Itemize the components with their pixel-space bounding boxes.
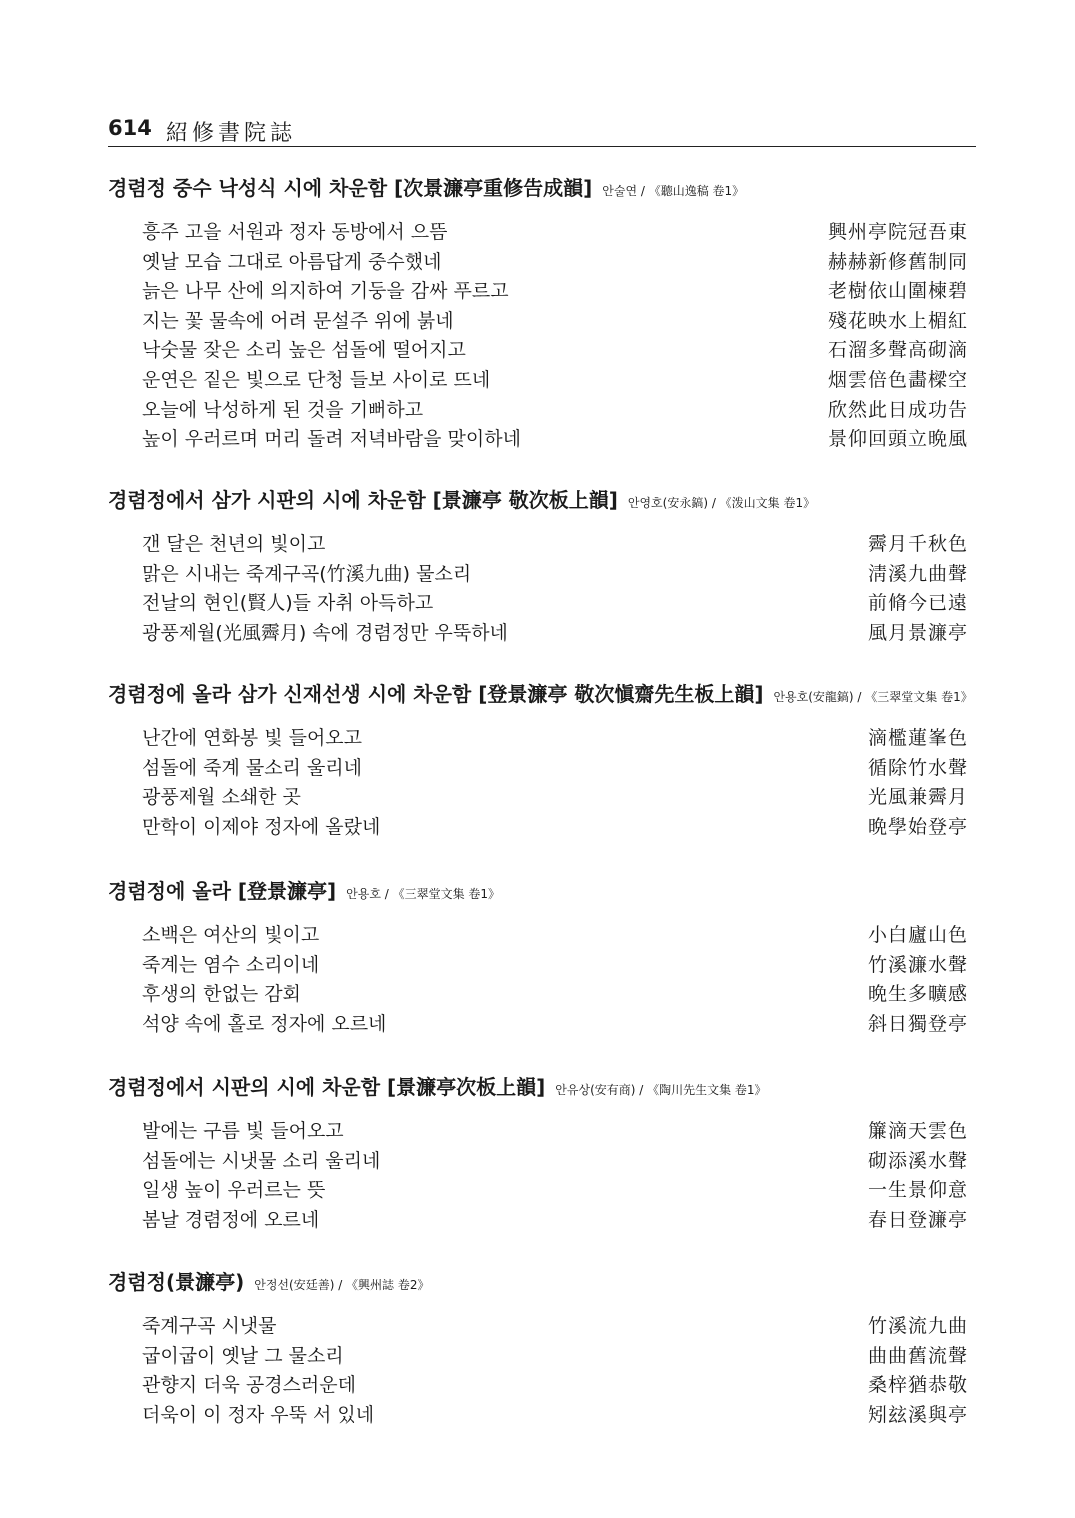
hanja-original: 矧玆溪與亭 <box>867 1403 968 1426</box>
hanja-original: 桑梓猶恭敬 <box>867 1374 968 1397</box>
poem-source: 안유상(安有商) / 《陶川先生文集 卷1》 <box>555 1083 767 1097</box>
korean-translation: 맑은 시내는 죽계구곡(竹溪九曲) 물소리 <box>142 562 472 585</box>
poem-title: 경렴정에 올라 [登景濂亭] <box>108 879 337 903</box>
poem-line <box>108 1312 976 1342</box>
hanja-original: 興州亭院冠吾東 <box>827 221 968 243</box>
book-title: 紹修書院誌 <box>166 121 297 146</box>
korean-translation: 갠 달은 천년의 빛이고 <box>142 533 326 555</box>
korean-translation: 옛날 모습 그대로 아름답게 중수했네 <box>142 250 442 273</box>
hanja-original: 殘花映水上楣紅 <box>827 309 968 332</box>
korean-translation: 오늘에 낙성하게 된 것을 기뻐하고 <box>142 398 424 421</box>
korean-translation: 후생의 한없는 감회 <box>142 983 301 1006</box>
poem-line <box>108 1117 976 1147</box>
poem-line <box>108 396 976 426</box>
korean-translation: 더욱이 이 정자 우뚝 서 있네 <box>142 1403 375 1426</box>
poem-line <box>108 1401 976 1431</box>
poem-heading <box>108 1266 976 1298</box>
hanja-original: 竹溪流九曲 <box>867 1315 968 1337</box>
korean-translation: 섬돌에는 시냇물 소리 울리네 <box>142 1149 381 1172</box>
poem-heading <box>108 875 976 907</box>
poem-line <box>108 560 976 590</box>
poem-source: 안술연 / 《聽山逸稿 卷1》 <box>602 184 745 198</box>
korean-translation: 만학이 이제야 정자에 올랐네 <box>142 815 381 838</box>
hanja-original: 老樹依山圍楝碧 <box>827 280 968 303</box>
hanja-original: 風月景濂亭 <box>867 621 968 644</box>
poem-line <box>108 1147 976 1177</box>
hanja-original: 一生景仰意 <box>867 1179 968 1202</box>
korean-translation: 지는 꽃 물속에 어려 문설주 위에 붉네 <box>142 309 454 332</box>
poem-title: 경렴정에 올라 삼가 신재선생 시에 차운함 [登景濂亭 敬次愼齋先生板上韻] <box>108 682 764 706</box>
poem-heading <box>108 1071 976 1103</box>
korean-translation: 광풍제월(光風霽月) 속에 경렴정만 우뚝하네 <box>142 621 508 644</box>
poem-section <box>108 1071 976 1235</box>
korean-translation: 소백은 여산의 빛이고 <box>142 924 320 946</box>
hanja-original: 赫赫新修舊制同 <box>827 250 968 273</box>
korean-translation: 일생 높이 우러르는 뜻 <box>142 1179 326 1202</box>
korean-translation: 석양 속에 홀로 정자에 오르네 <box>142 1012 387 1035</box>
hanja-original: 竹溪濂水聲 <box>867 953 968 976</box>
poem-line <box>108 951 976 981</box>
poem-title: 경렴정(景濂亭) <box>108 1270 245 1294</box>
poem-section <box>108 678 976 842</box>
poem-line <box>108 1206 976 1236</box>
hanja-original: 晩學始登亭 <box>867 815 968 838</box>
korean-translation: 운연은 짙은 빛으로 단청 들보 사이로 뜨네 <box>142 368 491 391</box>
hanja-original: 小白廬山色 <box>867 924 968 946</box>
hanja-original: 霽月千秋色 <box>867 533 968 555</box>
poem-line <box>108 425 976 455</box>
poem-line <box>108 307 976 337</box>
korean-translation: 광풍제월 소쇄한 곳 <box>142 786 301 809</box>
poem-section <box>108 172 976 455</box>
poem-line <box>108 921 976 951</box>
poem-line <box>108 980 976 1010</box>
hanja-original: 簾滴天雲色 <box>867 1120 968 1142</box>
poem-line <box>108 1342 976 1372</box>
poem-source: 안용호 / 《三翠堂文集 卷1》 <box>346 887 501 901</box>
korean-translation: 죽계구곡 시냇물 <box>142 1315 277 1337</box>
korean-translation: 낙숫물 잦은 소리 높은 섬돌에 떨어지고 <box>142 339 466 362</box>
hanja-original: 欣然此日成功告 <box>827 398 968 421</box>
poem-source: 안용호(安龍鎬) / 《三翠堂文集 卷1》 <box>773 690 973 704</box>
poem-source: 안영호(安永鎬) / 《泼山文集 卷1》 <box>627 496 816 510</box>
hanja-original: 烟雲倍色畵樑空 <box>827 368 968 391</box>
poem-line <box>108 619 976 649</box>
poem-title: 경렴정에서 시판의 시에 차운함 [景濂亭次板上韻] <box>108 1075 546 1099</box>
poem-line <box>108 366 976 396</box>
poem-line <box>108 724 976 754</box>
poem-lines <box>108 530 976 648</box>
korean-translation: 높이 우러르며 머리 돌려 저녁바람을 맞이하네 <box>142 428 521 451</box>
korean-translation: 발에는 구름 빛 들어오고 <box>142 1120 344 1142</box>
poem-lines <box>108 724 976 842</box>
hanja-original: 春日登濂亭 <box>867 1208 968 1231</box>
poem-section <box>108 875 976 1039</box>
hanja-original: 滴檻蓮峯色 <box>867 727 968 749</box>
poem-line <box>108 1010 976 1040</box>
hanja-original: 斜日獨登亭 <box>867 1012 968 1035</box>
page-header <box>108 114 976 147</box>
hanja-original: 石溜多聲高砌滴 <box>827 339 968 362</box>
korean-translation: 난간에 연화봉 빛 들어오고 <box>142 727 363 749</box>
korean-translation: 섬돌에 죽계 물소리 울리네 <box>142 756 363 779</box>
hanja-original: 淸溪九曲聲 <box>867 562 968 585</box>
poem-section <box>108 1266 976 1430</box>
korean-translation: 늙은 나무 산에 의지하여 기둥을 감싸 푸르고 <box>142 280 509 303</box>
poem-lines <box>108 921 976 1039</box>
hanja-original: 景仰回頭立晩風 <box>827 428 968 451</box>
hanja-original: 光風兼霽月 <box>867 786 968 809</box>
poem-line <box>108 530 976 560</box>
poem-line <box>108 783 976 813</box>
poem-line <box>108 754 976 784</box>
page-number: 614 <box>108 116 152 140</box>
hanja-original: 曲曲舊流聲 <box>867 1344 968 1367</box>
korean-translation: 굽이굽이 옛날 그 물소리 <box>142 1344 344 1367</box>
poem-heading <box>108 678 976 710</box>
poem-line <box>108 218 976 248</box>
hanja-original: 晩生多曠感 <box>867 983 968 1006</box>
poem-line <box>108 1176 976 1206</box>
hanja-original: 前脩今已遠 <box>867 592 968 615</box>
poem-line <box>108 589 976 619</box>
hanja-original: 砌添溪水聲 <box>867 1149 968 1172</box>
korean-translation: 봄날 경렴정에 오르네 <box>142 1208 320 1231</box>
poem-line <box>108 277 976 307</box>
hanja-original: 循除竹水聲 <box>867 756 968 779</box>
poem-heading <box>108 484 976 516</box>
poem-lines <box>108 1117 976 1235</box>
poem-line <box>108 336 976 366</box>
poem-lines <box>108 218 976 455</box>
poem-line <box>108 813 976 843</box>
korean-translation: 흥주 고을 서원과 정자 동방에서 으뜸 <box>142 221 448 243</box>
poem-title: 경렴정 중수 낙성식 시에 차운함 [次景濂亭重修告成韻] <box>108 176 593 200</box>
poem-line <box>108 1371 976 1401</box>
poem-source: 안정선(安廷善) / 《興州誌 卷2》 <box>254 1278 430 1292</box>
poem-section <box>108 484 976 648</box>
poem-title: 경렴정에서 삼가 시판의 시에 차운함 [景濂亭 敬次板上韻] <box>108 488 618 512</box>
korean-translation: 죽계는 염수 소리이네 <box>142 953 320 976</box>
korean-translation: 전날의 현인(賢人)들 자취 아득하고 <box>142 592 434 615</box>
poem-heading <box>108 172 976 204</box>
korean-translation: 관향지 더욱 공경스러운데 <box>142 1374 356 1397</box>
poem-line <box>108 248 976 278</box>
poem-lines <box>108 1312 976 1430</box>
